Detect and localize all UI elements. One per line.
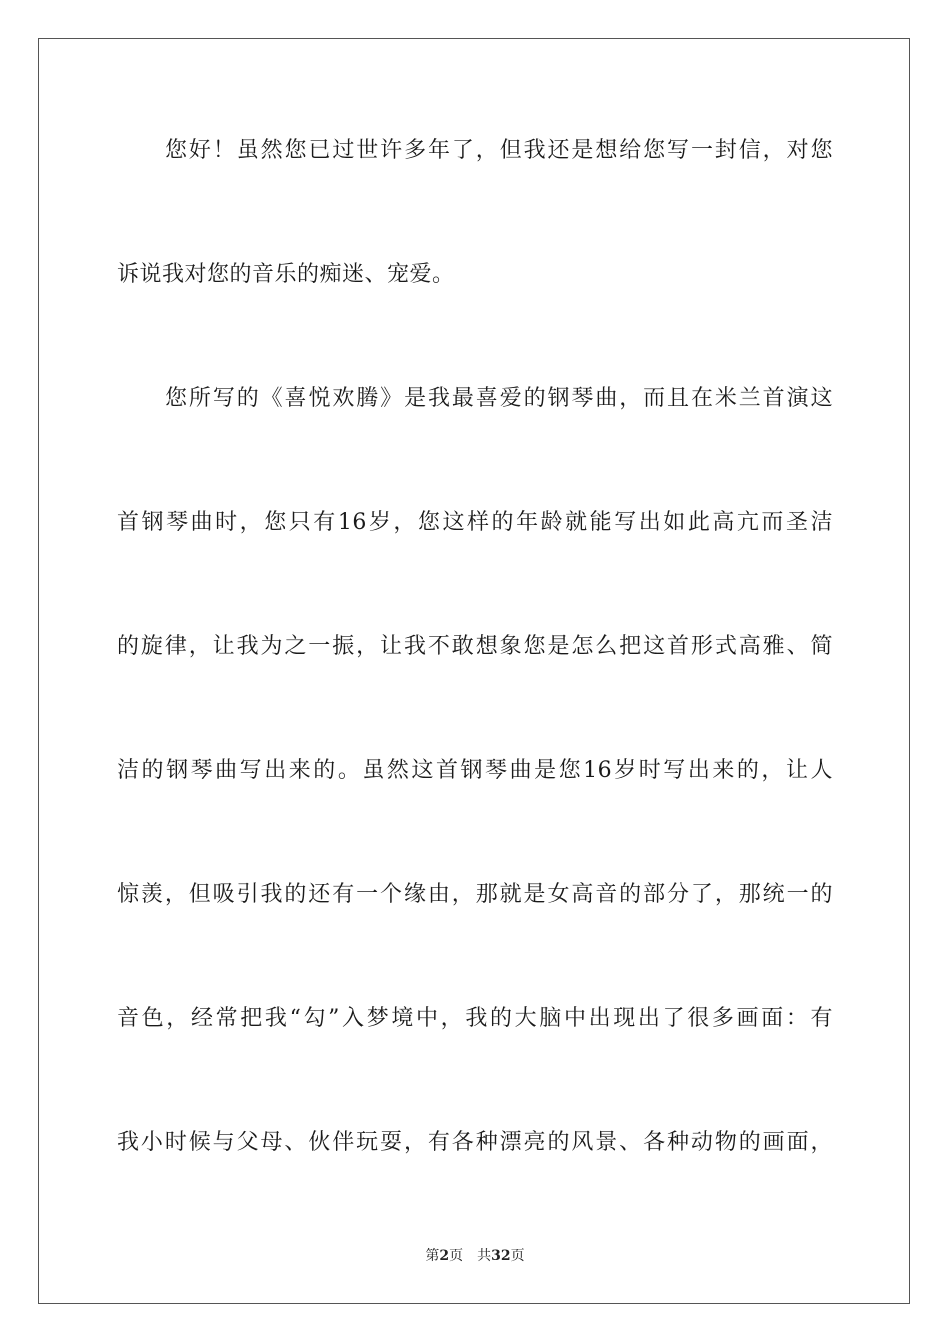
total-prefix: 共 xyxy=(477,1248,492,1264)
page-suffix: 页 xyxy=(449,1248,464,1264)
paragraph-2-line-1: 您所写的《喜悦欢腾》是我最喜爱的钢琴曲，而且在米兰首演这 xyxy=(165,386,833,411)
page-footer xyxy=(0,1246,950,1266)
paragraph-2-line-7: 我小时候与父母、伙伴玩耍，有各种漂亮的风景、各种动物的画面， xyxy=(117,1130,833,1155)
page-number: 2 xyxy=(439,1248,450,1264)
page-prefix: 第 xyxy=(425,1248,440,1264)
paragraph-2-line-4: 洁的钢琴曲写出来的。虽然这首钢琴曲是您16岁时写出来的，让人 xyxy=(117,758,833,783)
paragraph-2-line-5: 惊羡，但吸引我的还有一个缘由，那就是女高音的部分了，那统一的 xyxy=(117,882,833,907)
page-border xyxy=(38,38,910,1304)
paragraph-1-line-2: 诉说我对您的音乐的痴迷、宠爱。 xyxy=(117,262,455,287)
paragraph-2-line-2: 首钢琴曲时，您只有16岁，您这样的年龄就能写出如此高亢而圣洁 xyxy=(117,510,833,535)
paragraph-2-line-6: 音色，经常把我“勾”入梦境中，我的大脑中出现出了很多画面：有 xyxy=(117,1006,833,1031)
total-suffix: 页 xyxy=(510,1248,525,1264)
paragraph-1-line-1: 您好！虽然您已过世许多年了，但我还是想给您写一封信，对您 xyxy=(165,138,833,163)
paragraph-2-line-3: 的旋律，让我为之一振，让我不敢想象您是怎么把这首形式高雅、简 xyxy=(117,634,833,659)
total-pages: 32 xyxy=(491,1248,511,1264)
